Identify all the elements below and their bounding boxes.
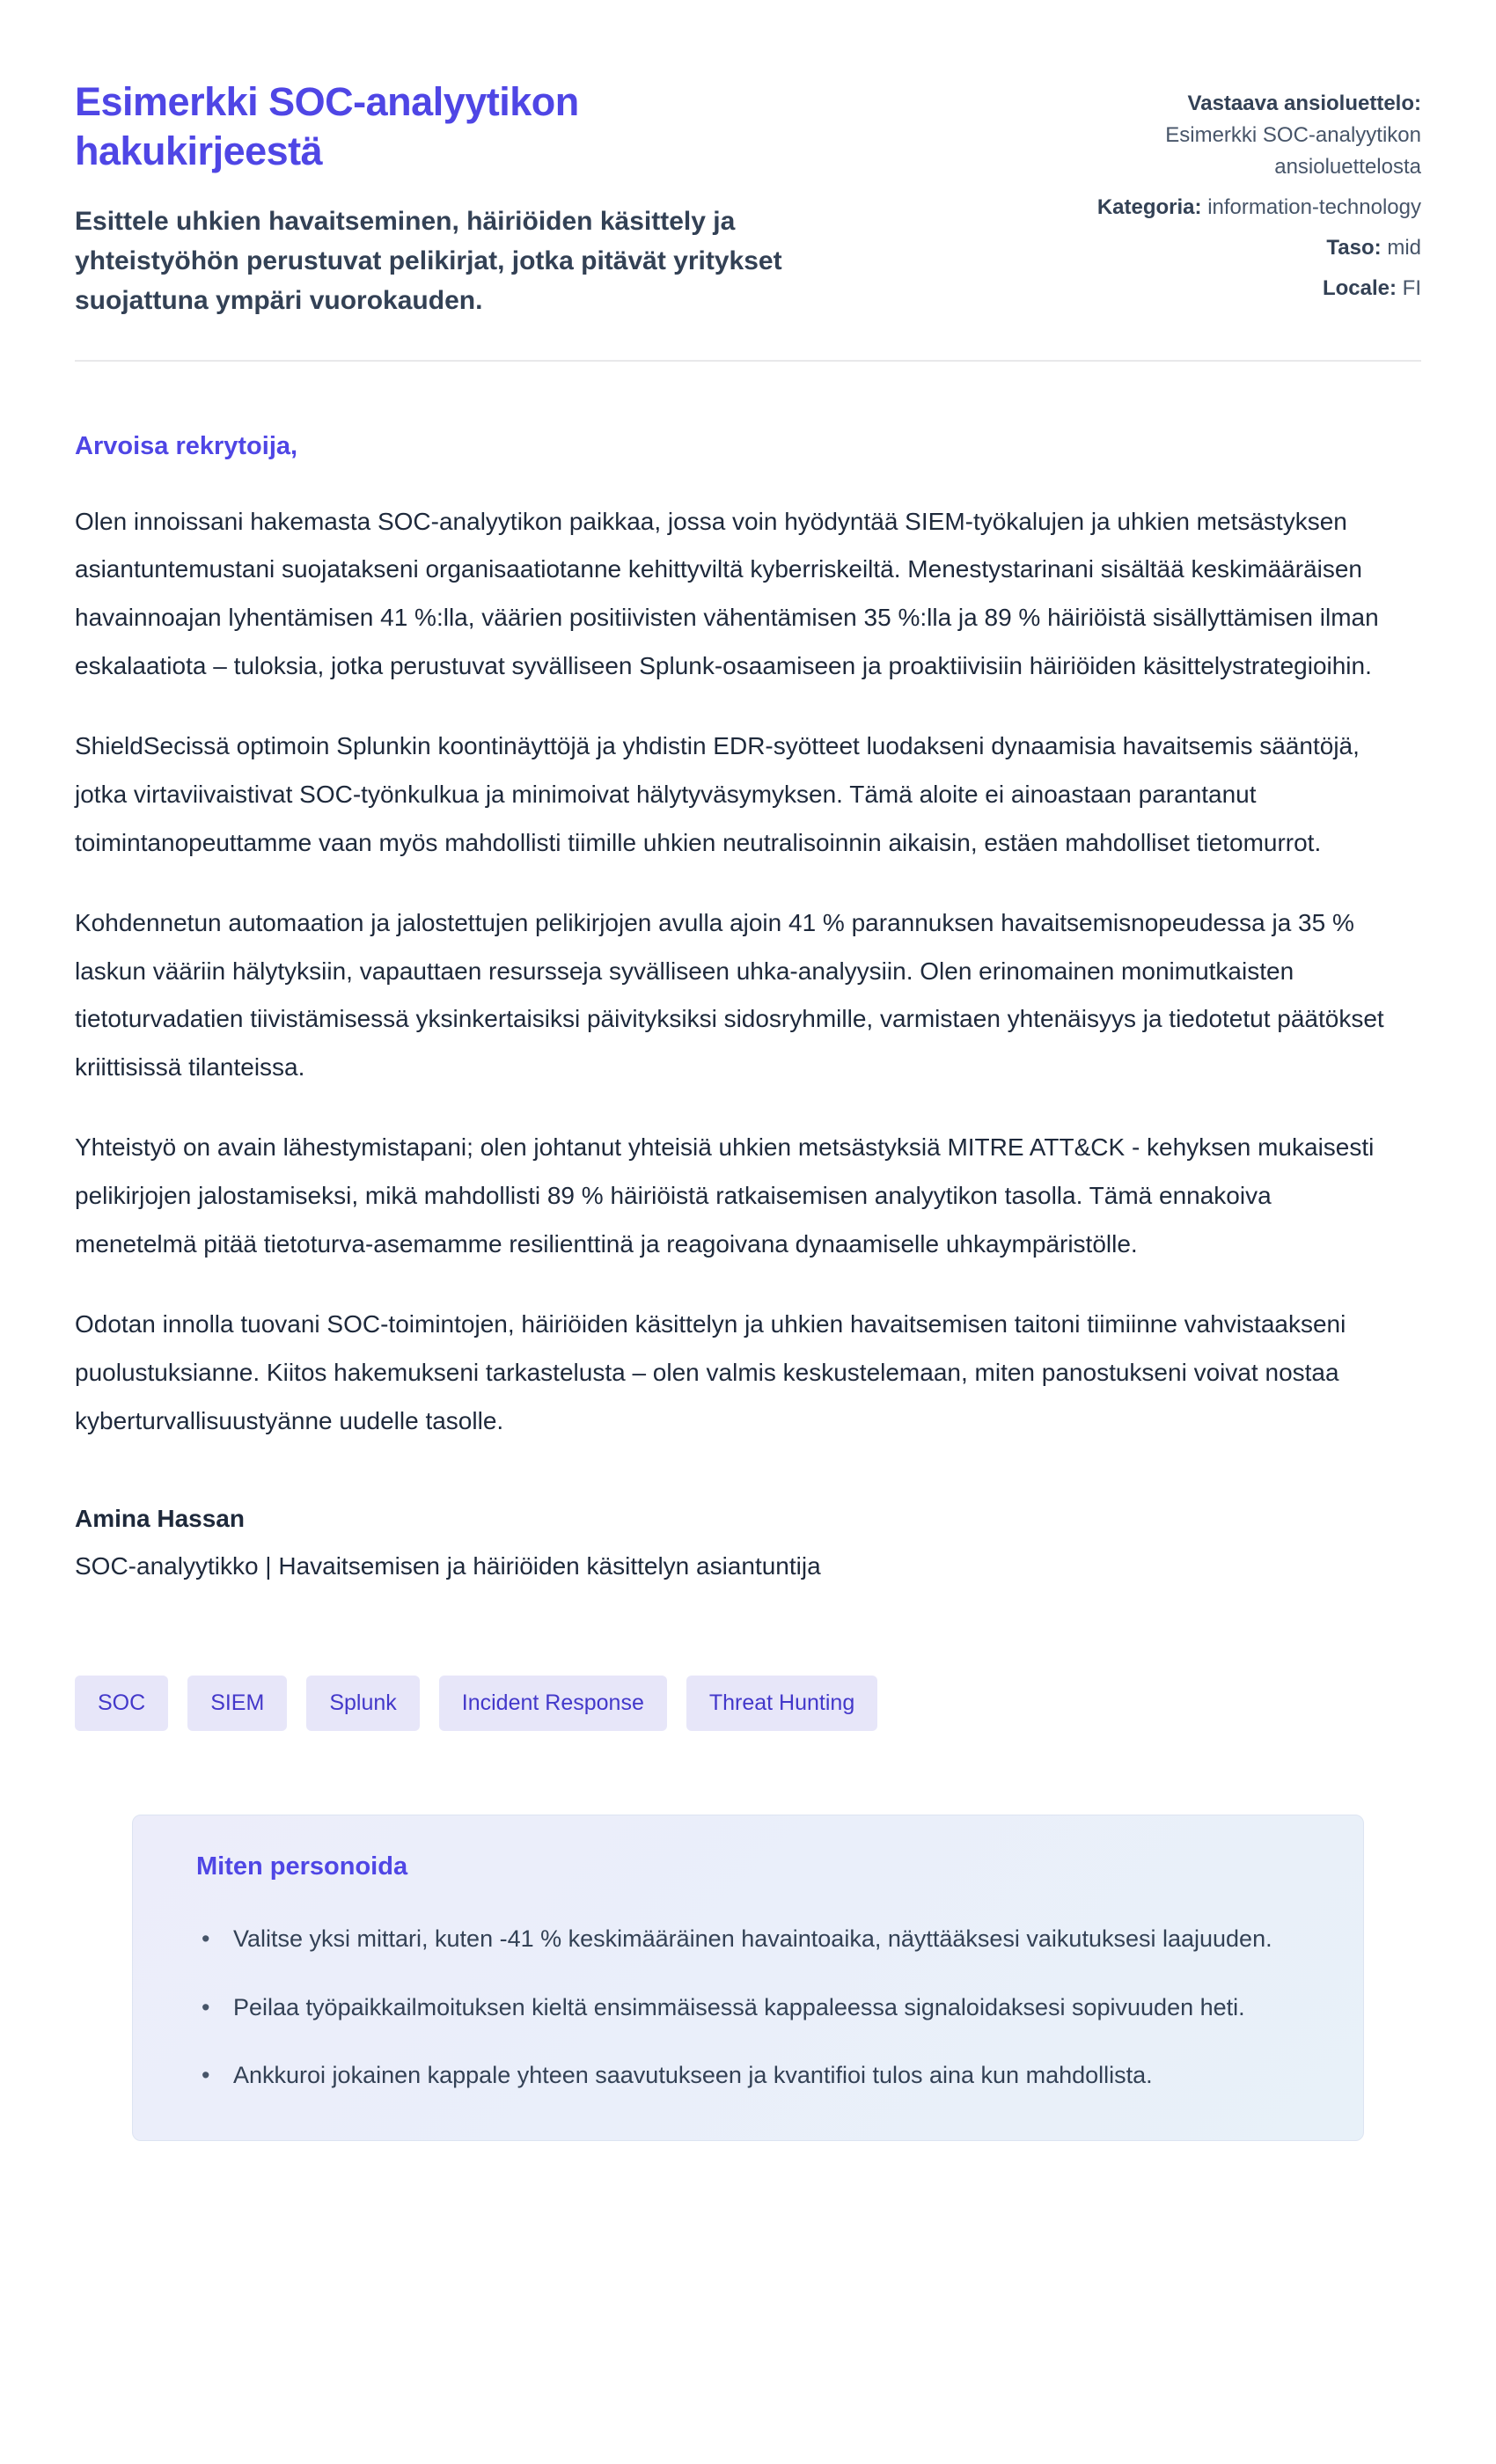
meta-resume-label: Vastaava ansioluettelo: bbox=[1187, 92, 1421, 115]
letter-body bbox=[75, 432, 1421, 1581]
letter-salutation: Arvoisa rekrytoija, bbox=[75, 431, 298, 460]
signature-title: SOC-analyytikko | Havaitsemisen ja häiriöiden käsittelyn asiantuntija bbox=[75, 1552, 821, 1580]
header-title-block bbox=[75, 77, 893, 320]
tag-chip-soc[interactable]: SOC bbox=[75, 1676, 168, 1731]
meta-level-label: Taso: bbox=[1326, 236, 1382, 260]
header-divider bbox=[75, 360, 1421, 362]
meta-resume bbox=[1034, 88, 1421, 183]
letter-paragraph: Odotan innolla tuovani SOC-toimintojen, häiriöiden käsittelyn ja uhkien havaitsemisen taitoni tiimiinne vahvistaakseni puolustuksianne. Kiitos hakemukseni tarkastelusta – olen valmis keskustelemaan, miten panostukseni voivat nostaa kyberturvallisuustyänne uudelle tasolle. bbox=[75, 1309, 1346, 1434]
meta-locale bbox=[1034, 273, 1421, 304]
letter-paragraph: Olen innoissani hakemasta SOC-analyytikon paikkaa, jossa voin hyödyntää SIEM-työkalujen ja uhkien metsästyksen asiantuntemustani suojatakseni organisaatiotanne kehittyviltä kyberriskeiltä. Menestystarinani sisältää keskimääräisen havainnoajan lyhentämisen 41 %:lla, väärien positiivisten vähentämisen 35 %:lla ja 89 % häiriöistä sisällyttämisen ilman eskalaatiota – tuloksia, jotka perustuvat syvälliseen Splunk-osaamiseen ja proaktiivisiin häiriöiden käsittelystrategioihin. bbox=[75, 507, 1379, 680]
meta-resume-link[interactable]: Esimerkki SOC-analyytikon ansioluettelosta bbox=[1165, 123, 1421, 179]
tag-chip-threat-hunting[interactable]: Threat Hunting bbox=[686, 1676, 877, 1731]
meta-locale-value: FI bbox=[1402, 276, 1421, 300]
meta-level-value: mid bbox=[1387, 236, 1421, 260]
letter-paragraph: ShieldSecissä optimoin Splunkin koontinäyttöjä ja yhdistin EDR-syötteet luodakseni dynaamisia havaitsemis sääntöjä, jotka virtaviivaistivat SOC-työnkulkua ja minimoivat hälytyväsymyksen. Tämä aloite ei ainoastaan parantanut toimintanopeuttamme vaan myös mahdollisti tiimille uhkien neutralisoinnin aikaisin, estäen mahdolliset tietomurrot. bbox=[75, 732, 1360, 856]
letter-paragraph: Yhteistyö on avain lähestymistapani; olen johtanut yhteisiä uhkien metsästyksiä MITRE ATT&CK - kehyksen mukaisesti pelikirjojen jalostamiseksi, mikä mahdollisti 89 % häiriöistä ratkaisemisen analyytikon tasolla. Tämä ennakoiva menetelmä pitää tietoturva-asemamme resilienttinä ja reagoivana dynaamiselle uhkaympäristölle. bbox=[75, 1133, 1375, 1258]
meta-level bbox=[1034, 232, 1421, 264]
meta-locale-label: Locale: bbox=[1322, 276, 1397, 300]
tag-chip-incident-response[interactable]: Incident Response bbox=[439, 1676, 667, 1731]
page-title: Esimerkki SOC-analyytikon hakukirjeestä bbox=[75, 79, 579, 174]
page-subtitle: Esittele uhkien havaitseminen, häiriöiden käsittely ja yhteistyöhön perustuvat pelikirjat, jotka pitävät yritykset suojattuna ympäri vuorokauden. bbox=[75, 206, 782, 315]
signature-name: Amina Hassan bbox=[75, 1505, 245, 1533]
signature-block bbox=[75, 1505, 1421, 1580]
meta-panel bbox=[1034, 77, 1421, 313]
page-header bbox=[75, 77, 1421, 320]
letter-paragraph: Kohdennetun automaation ja jalostettujen pelikirjojen avulla ajoin 41 % parannuksen havaitsemisnopeudessa ja 35 % laskun vääriin hälytyksiin, vapauttaen resursseja syvälliseen uhka-analyysiin. Olen erinomainen monimutkaisten tietoturvadatien tiivistämisessä yksinkertaisiksi päivityksiksi sidosryhmille, varmistaen yhtenäisyys ja tiedotetut päätökset kriittisissä tilanteissa. bbox=[75, 908, 1384, 1082]
tip-item: • Valitse yksi mittari, kuten -41 % keskimääräinen havaintoaika, näyttääksesi vaikutuksesi laajuuden. bbox=[196, 1917, 1319, 1962]
tag-chip-splunk[interactable]: Splunk bbox=[306, 1676, 419, 1731]
tag-list bbox=[75, 1676, 1421, 1731]
meta-category bbox=[1034, 192, 1421, 224]
tips-heading: Miten personoida bbox=[196, 1852, 408, 1881]
tip-item: • Peilaa työpaikkailmoituksen kieltä ensimmäisessä kappaleessa signaloidaksesi sopivuuden heti. bbox=[196, 1985, 1319, 2030]
personalization-tips-box bbox=[132, 1815, 1364, 2141]
meta-category-label: Kategoria: bbox=[1096, 195, 1202, 219]
meta-category-value: information-technology bbox=[1207, 195, 1421, 219]
tag-chip-siem[interactable]: SIEM bbox=[187, 1676, 287, 1731]
tips-list bbox=[196, 1917, 1319, 2098]
tip-item: • Ankkuroi jokainen kappale yhteen saavutukseen ja kvantifioi tulos aina kun mahdollista. bbox=[196, 2053, 1319, 2098]
